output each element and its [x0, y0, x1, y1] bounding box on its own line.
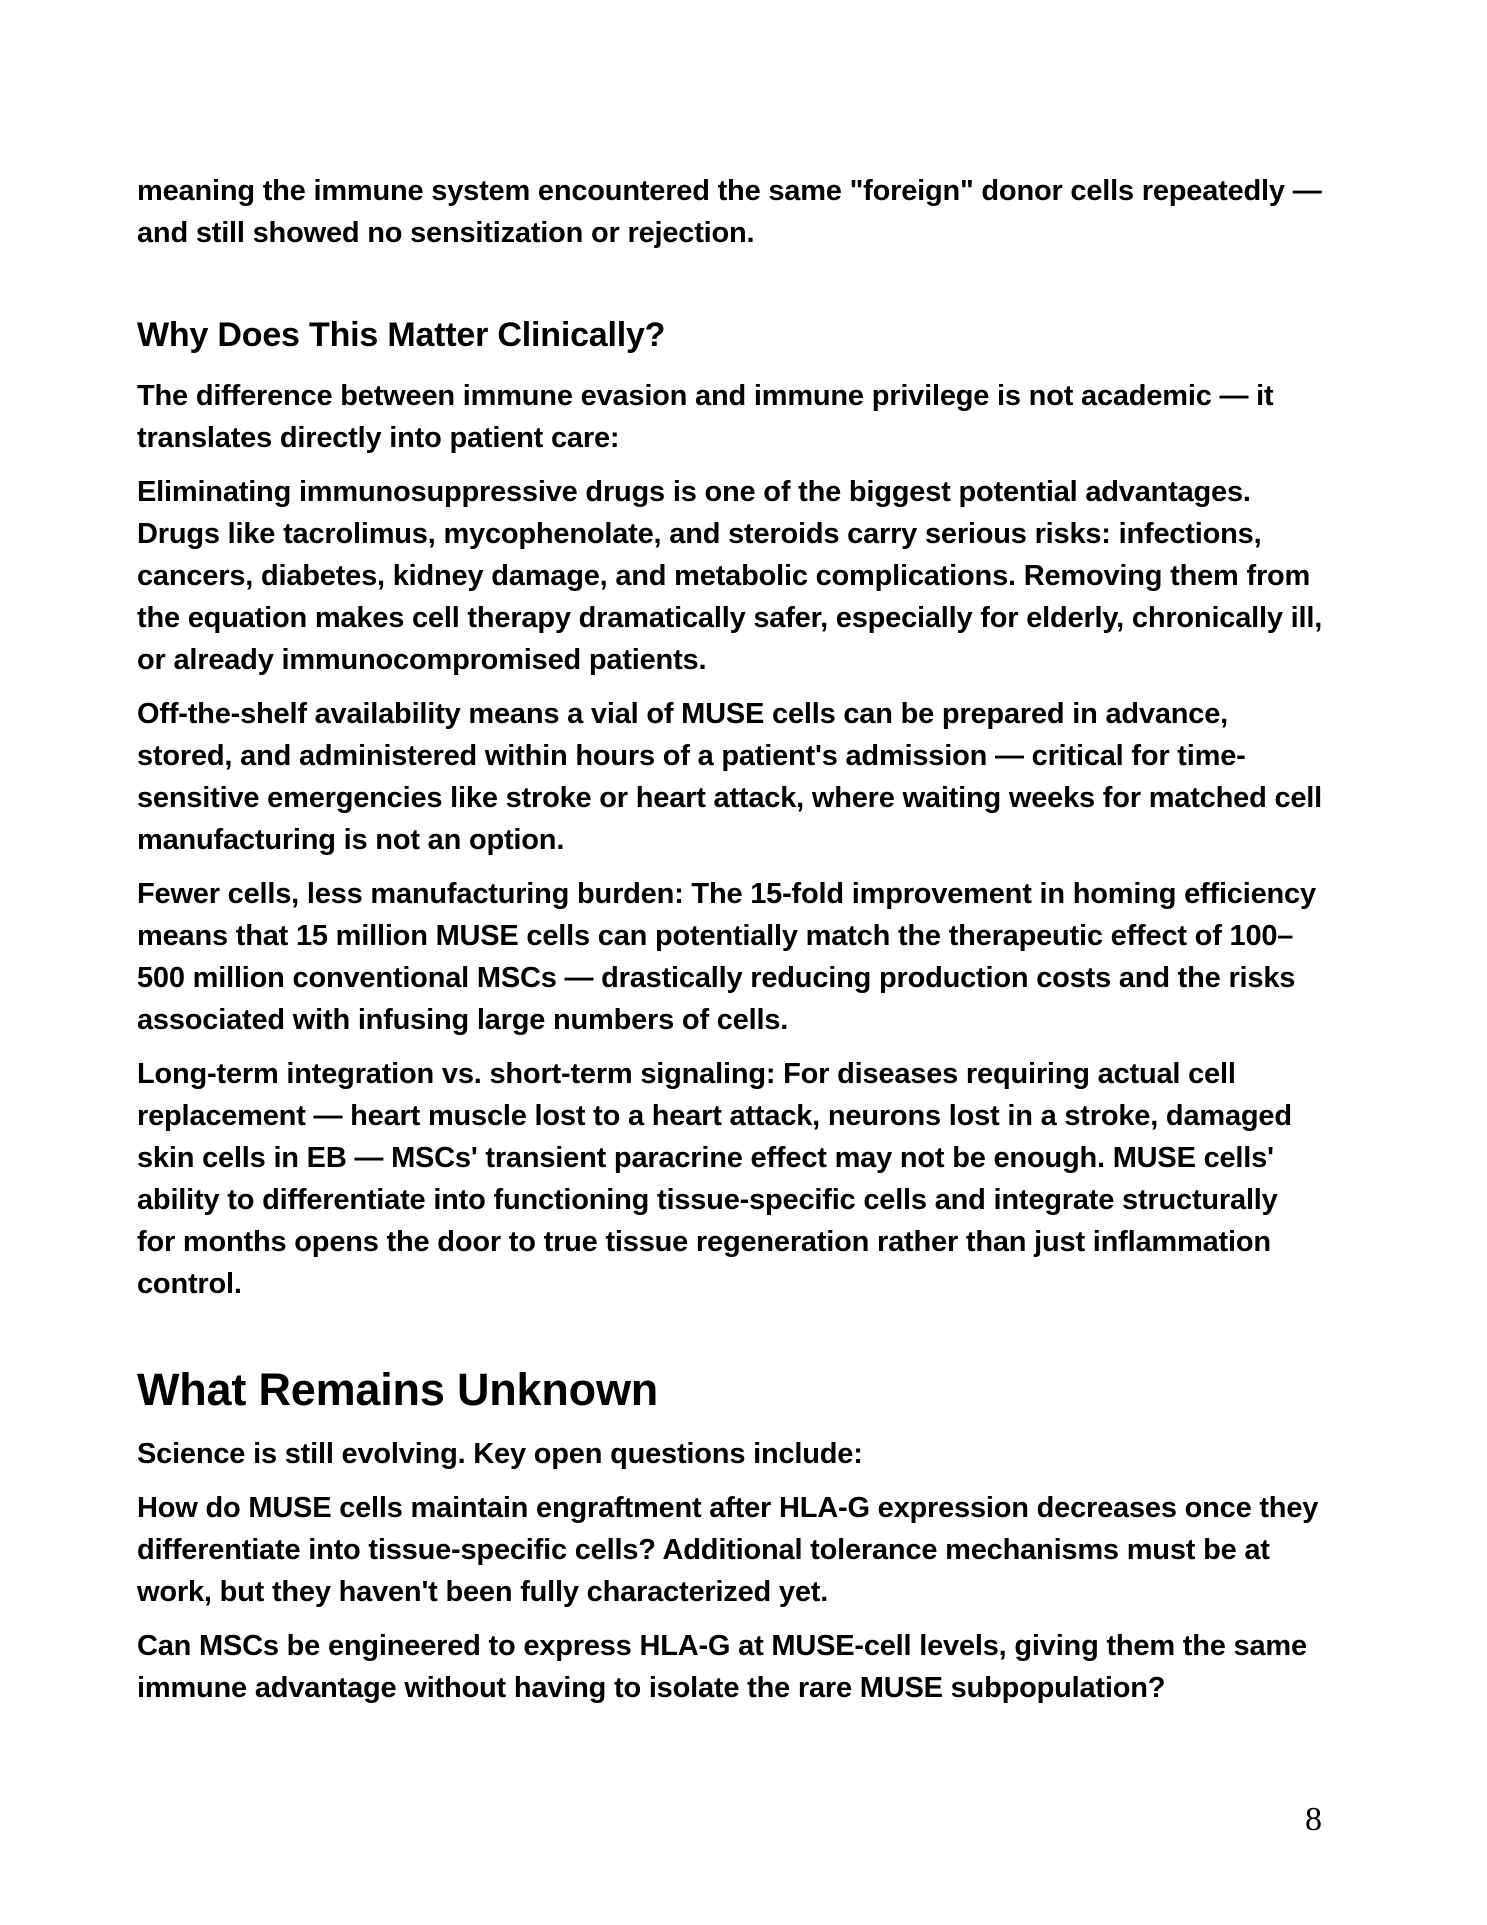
section-heading-what-remains-unknown: What Remains Unknown [137, 1364, 659, 1415]
paragraph-continued: meaning the immune system encountered the same "foreign" donor cells repeatedly — and still showed no sensitization or rejection. [137, 175, 1322, 249]
paragraph: The difference between immune evasion and immune privilege is not academic — it translates directly into patient care: [137, 380, 1274, 454]
page-number: 8 [1305, 1801, 1322, 1838]
paragraph: Off-the-shelf availability means a vial of MUSE cells can be prepared in advance, stored, and administered within hours of a patient's admission — critical for time-sensitive emergencies like stroke or heart attack, where waiting weeks for matched cell manufacturing is not an option. [137, 698, 1323, 856]
text-column [137, 170, 1323, 1721]
paragraph: Fewer cells, less manufacturing burden: The 15-fold improvement in homing efficiency means that 15 million MUSE cells can potentially match the therapeutic effect of 100–500 million conventional MSCs — drastically reducing production costs and the risks associated with infusing large numbers of cells. [137, 878, 1316, 1036]
paragraph: Eliminating immunosuppressive drugs is one of the biggest potential advantages. Drugs like tacrolimus, mycophenolate, and steroids carry serious risks: infections, cancers, diabetes, kidney damage, and metabolic complications. Removing them from the equation makes cell therapy dramatically safer, especially for elderly, chronically ill, or already immunocompromised patients. [137, 476, 1323, 676]
paragraph: Science is still evolving. Key open questions include: [137, 1438, 863, 1470]
paragraph: Can MSCs be engineered to express HLA-G at MUSE-cell levels, giving them the same immune advantage without having to isolate the rare MUSE subpopulation? [137, 1630, 1307, 1704]
paragraph: Long-term integration vs. short-term signaling: For diseases requiring actual cell replacement — heart muscle lost to a heart attack, neurons lost in a stroke, damaged skin cells in EB — MSCs' transient paracrine effect may not be enough. MUSE cells' ability to differentiate into functioning tissue-specific cells and integrate structurally for months opens the door to true tissue regeneration rather than just inflammation control. [137, 1058, 1292, 1300]
section-heading-why-does-this-matter-clinically: Why Does This Matter Clinically? [137, 316, 666, 354]
paragraph: How do MUSE cells maintain engraftment after HLA-G expression decreases once they differentiate into tissue-specific cells? Additional tolerance mechanisms must be at work, but they haven't been fully characterized yet. [137, 1492, 1319, 1608]
